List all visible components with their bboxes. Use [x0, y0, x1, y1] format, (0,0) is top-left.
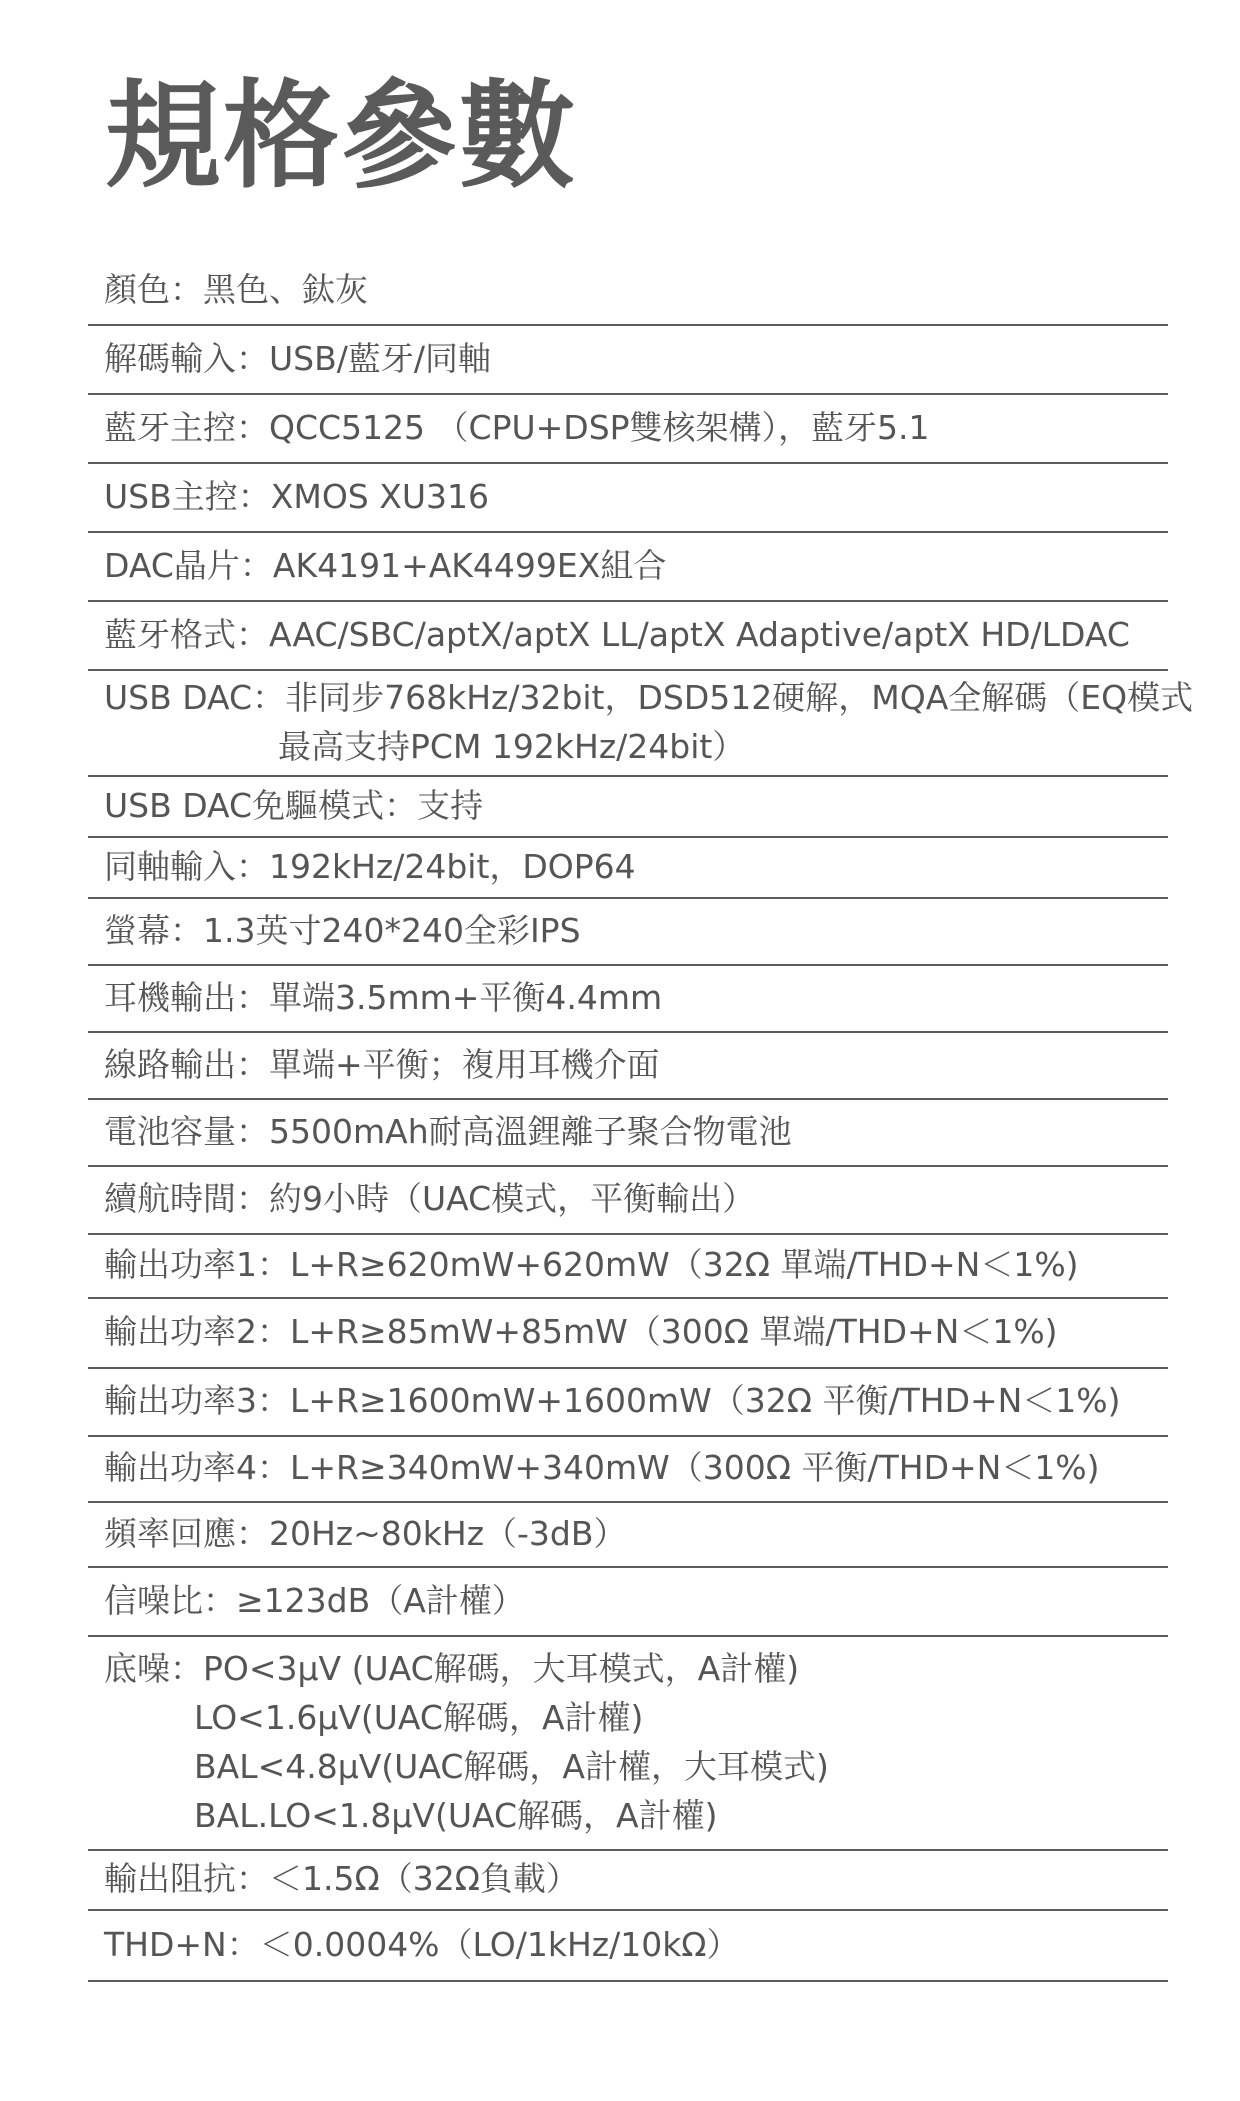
spec-line: 藍牙格式：AAC/SBC/aptX/aptX LL/aptX Adaptive/aptX HD/LDAC [104, 615, 1130, 654]
spec-line: 藍牙主控：QCC5125 （CPU+DSP雙核架構），藍牙5.1 [104, 408, 930, 447]
spec-line: USB DAC：非同步768kHz/32bit，DSD512硬解，MQA全解碼（EQ模式 [104, 678, 1194, 717]
spec-line: 頻率回應：20Hz~80kHz（-3dB） [104, 1514, 627, 1553]
spec-row [88, 1299, 1168, 1369]
spec-line: 耳機輸出：單端3.5mm+平衡4.4mm [104, 978, 663, 1017]
spec-line: 輸出阻抗：＜1.5Ω（32Ω負載） [104, 1859, 579, 1898]
spec-line: 輸出功率2：L+R≥85mW+85mW（300Ω 單端/THD+N＜1%) [104, 1312, 1058, 1351]
spec-row [88, 602, 1168, 671]
spec-line: 同軸輸入：192kHz/24bit，DOP64 [104, 847, 636, 886]
spec-line: 顏色：黑色、鈦灰 [104, 270, 368, 309]
spec-row [88, 464, 1168, 533]
spec-line: BAL<4.8μV(UAC解碼，A計權，大耳模式) [194, 1747, 829, 1786]
spec-row [88, 1235, 1168, 1299]
spec-row [88, 671, 1194, 777]
spec-line: 續航時間：約9小時（UAC模式，平衡輸出） [104, 1179, 756, 1218]
spec-row [88, 966, 1168, 1033]
spec-line: USB主控：XMOS XU316 [104, 477, 489, 516]
spec-line: BAL.LO<1.8μV(UAC解碼，A計權) [194, 1796, 718, 1835]
spec-row [88, 533, 1168, 602]
spec-row [88, 1100, 1168, 1167]
spec-line: DAC晶片：AK4191+AK4499EX組合 [104, 546, 667, 585]
spec-row [88, 1851, 1168, 1911]
spec-row [88, 1033, 1168, 1100]
spec-row [88, 1503, 1168, 1568]
spec-row [88, 1167, 1168, 1235]
page-title: 規格參數 [105, 69, 577, 204]
spec-row [88, 899, 1168, 966]
spec-row [88, 1637, 1168, 1851]
spec-line: LO<1.6μV(UAC解碼，A計權) [194, 1698, 644, 1737]
spec-row [88, 395, 1168, 464]
spec-line: 輸出功率1：L+R≥620mW+620mW（32Ω 單端/THD+N＜1%) [104, 1245, 1079, 1284]
spec-line: 線路輸出：單端+平衡；複用耳機介面 [104, 1045, 660, 1084]
spec-line: 輸出功率4：L+R≥340mW+340mW（300Ω 平衡/THD+N＜1%) [104, 1448, 1100, 1487]
spec-row [88, 1369, 1168, 1437]
spec-line: 電池容量：5500mAh耐高溫鋰離子聚合物電池 [104, 1112, 792, 1151]
spec-line: 最高支持PCM 192kHz/24bit） [278, 727, 746, 766]
spec-line: 解碼輸入：USB/藍牙/同軸 [104, 339, 491, 378]
spec-row [88, 777, 1168, 838]
spec-row [88, 1911, 1168, 1982]
spec-row [88, 326, 1168, 395]
spec-line: 螢幕：1.3英寸240*240全彩IPS [104, 911, 581, 950]
spec-line: 信噪比：≥123dB（A計權） [104, 1581, 525, 1620]
spec-line: 輸出功率3：L+R≥1600mW+1600mW（32Ω 平衡/THD+N＜1%) [104, 1381, 1121, 1420]
spec-line: THD+N：＜0.0004%（LO/1kHz/10kΩ） [104, 1925, 740, 1964]
spec-row [88, 258, 1168, 326]
spec-row [88, 1437, 1168, 1503]
spec-row [88, 1568, 1168, 1637]
spec-line: 底噪：PO<3μV (UAC解碼，大耳模式，A計權) [104, 1649, 800, 1688]
spec-line: USB DAC免驅模式：支持 [104, 786, 484, 825]
spec-row [88, 838, 1168, 899]
